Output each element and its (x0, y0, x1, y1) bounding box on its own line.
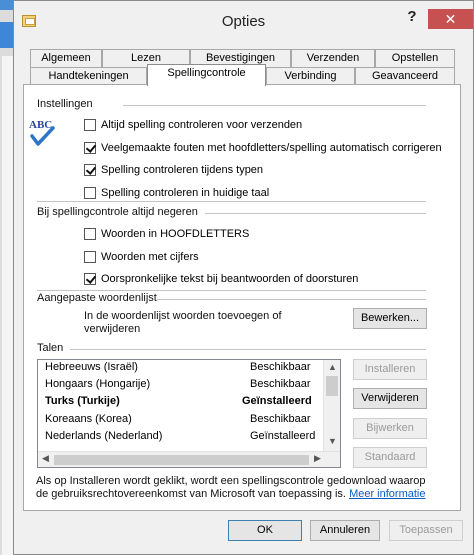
dict-description-line2: verwijderen (84, 323, 141, 335)
checkbox[interactable] (84, 187, 96, 199)
tab-lezen[interactable]: Lezen (102, 49, 190, 67)
option-check-while-typing[interactable]: Spelling controleren tijdens typen (84, 162, 263, 178)
section-dict-label: Aangepaste woordenlijst (37, 292, 157, 304)
list-item[interactable]: Nederlands (Nederland) Geïnstalleerd (45, 430, 316, 442)
tab-verzenden[interactable]: Verzenden (291, 49, 375, 67)
more-info-link[interactable]: Meer informatie (349, 488, 426, 500)
list-item[interactable]: Hongaars (Hongarije) Beschikbaar (45, 378, 311, 390)
edit-dictionary-button[interactable]: Bewerken... (353, 308, 427, 329)
language-list-horizontal-scrollbar[interactable] (38, 451, 340, 467)
update-button[interactable]: Bijwerken (353, 418, 427, 439)
dict-description-line1: In de woordenlijst woorden toevoegen of (84, 310, 282, 322)
scroll-left-icon[interactable]: ◀ (42, 453, 49, 463)
option-autocorrect-common-errors[interactable]: Veelgemaakte fouten met hoofdletters/spelling automatisch corrigeren (84, 140, 442, 156)
tab-bevestigingen[interactable]: Bevestigingen (190, 49, 291, 67)
tab-spellingcontrole[interactable]: Spellingcontrole (147, 64, 266, 86)
checkbox[interactable] (84, 142, 96, 154)
install-button[interactable]: Installeren (353, 359, 427, 380)
checkbox[interactable] (84, 251, 96, 263)
section-ignore-label: Bij spellingcontrole altijd negeren (37, 206, 198, 218)
option-check-current-language[interactable]: Spelling controleren in huidige taal (84, 185, 269, 201)
checkbox[interactable] (84, 273, 96, 285)
option-ignore-uppercase[interactable]: Woorden in HOOFDLETTERS (84, 226, 249, 242)
tab-verbinding[interactable]: Verbinding (266, 67, 355, 85)
background-app-titlebar (0, 0, 14, 10)
dialog-title: Opties (221, 13, 266, 30)
section-ignore-divider (37, 201, 426, 202)
list-item-selected[interactable]: Turks (Turkije) Geïnstalleerd (45, 395, 312, 407)
option-ignore-numbers[interactable]: Woorden met cijfers (84, 249, 199, 265)
background-app-strip (0, 0, 14, 555)
list-item[interactable]: Hebreeuws (Israël) Beschikbaar (45, 361, 311, 373)
tab-geavanceerd[interactable]: Geavanceerd (355, 67, 455, 85)
list-item[interactable]: Koreaans (Korea) Beschikbaar (45, 413, 311, 425)
vertical-scroll-thumb[interactable] (326, 376, 338, 396)
tab-algemeen[interactable]: Algemeen (30, 49, 102, 67)
section-instellingen-divider (123, 105, 426, 106)
scroll-right-icon[interactable]: ▶ (314, 453, 321, 463)
language-list-vertical-scrollbar[interactable] (323, 360, 340, 451)
option-ignore-original-text[interactable]: Oorspronkelijke tekst bij beantwoorden of doorsturen (84, 271, 358, 287)
cancel-button[interactable]: Annuleren (310, 520, 380, 541)
background-app-panel (0, 22, 14, 48)
section-languages-divider (70, 349, 426, 350)
scroll-up-icon[interactable]: ▲ (328, 362, 337, 372)
option-always-check-before-send[interactable]: Altijd spelling controleren voor verzenden (84, 117, 302, 133)
section-instellingen-label: Instellingen (37, 98, 93, 110)
title-bar (14, 1, 473, 39)
help-button[interactable]: ? (407, 8, 417, 25)
remove-button[interactable]: Verwijderen (353, 388, 427, 409)
default-button[interactable]: Standaard (353, 447, 427, 468)
tab-opstellen[interactable]: Opstellen (375, 49, 455, 67)
tab-handtekeningen[interactable]: Handtekeningen (30, 67, 147, 85)
horizontal-scroll-thumb[interactable] (54, 455, 309, 465)
section-languages-label: Talen (37, 342, 64, 354)
scroll-down-icon[interactable]: ▼ (328, 436, 337, 446)
checkbox[interactable] (84, 228, 96, 240)
section-dict-divider (157, 299, 426, 300)
language-list[interactable] (37, 359, 341, 468)
apply-button[interactable]: Toepassen (389, 520, 463, 541)
ok-button[interactable]: OK (228, 520, 302, 541)
section-dict-divider-top (37, 290, 426, 291)
checkbox[interactable] (84, 164, 96, 176)
install-info-text: Als op Installeren wordt geklikt, wordt een spellingscontrole gedownload waarop de gebruiksrechtovereenkomst van Microsoft van toepassing is. Meer informatie (36, 475, 426, 500)
spellcheck-abc-icon: ABC (27, 116, 59, 152)
section-ignore-divider-right (205, 213, 426, 214)
checkbox[interactable] (84, 119, 96, 131)
close-button[interactable]: ✕ (428, 9, 473, 29)
